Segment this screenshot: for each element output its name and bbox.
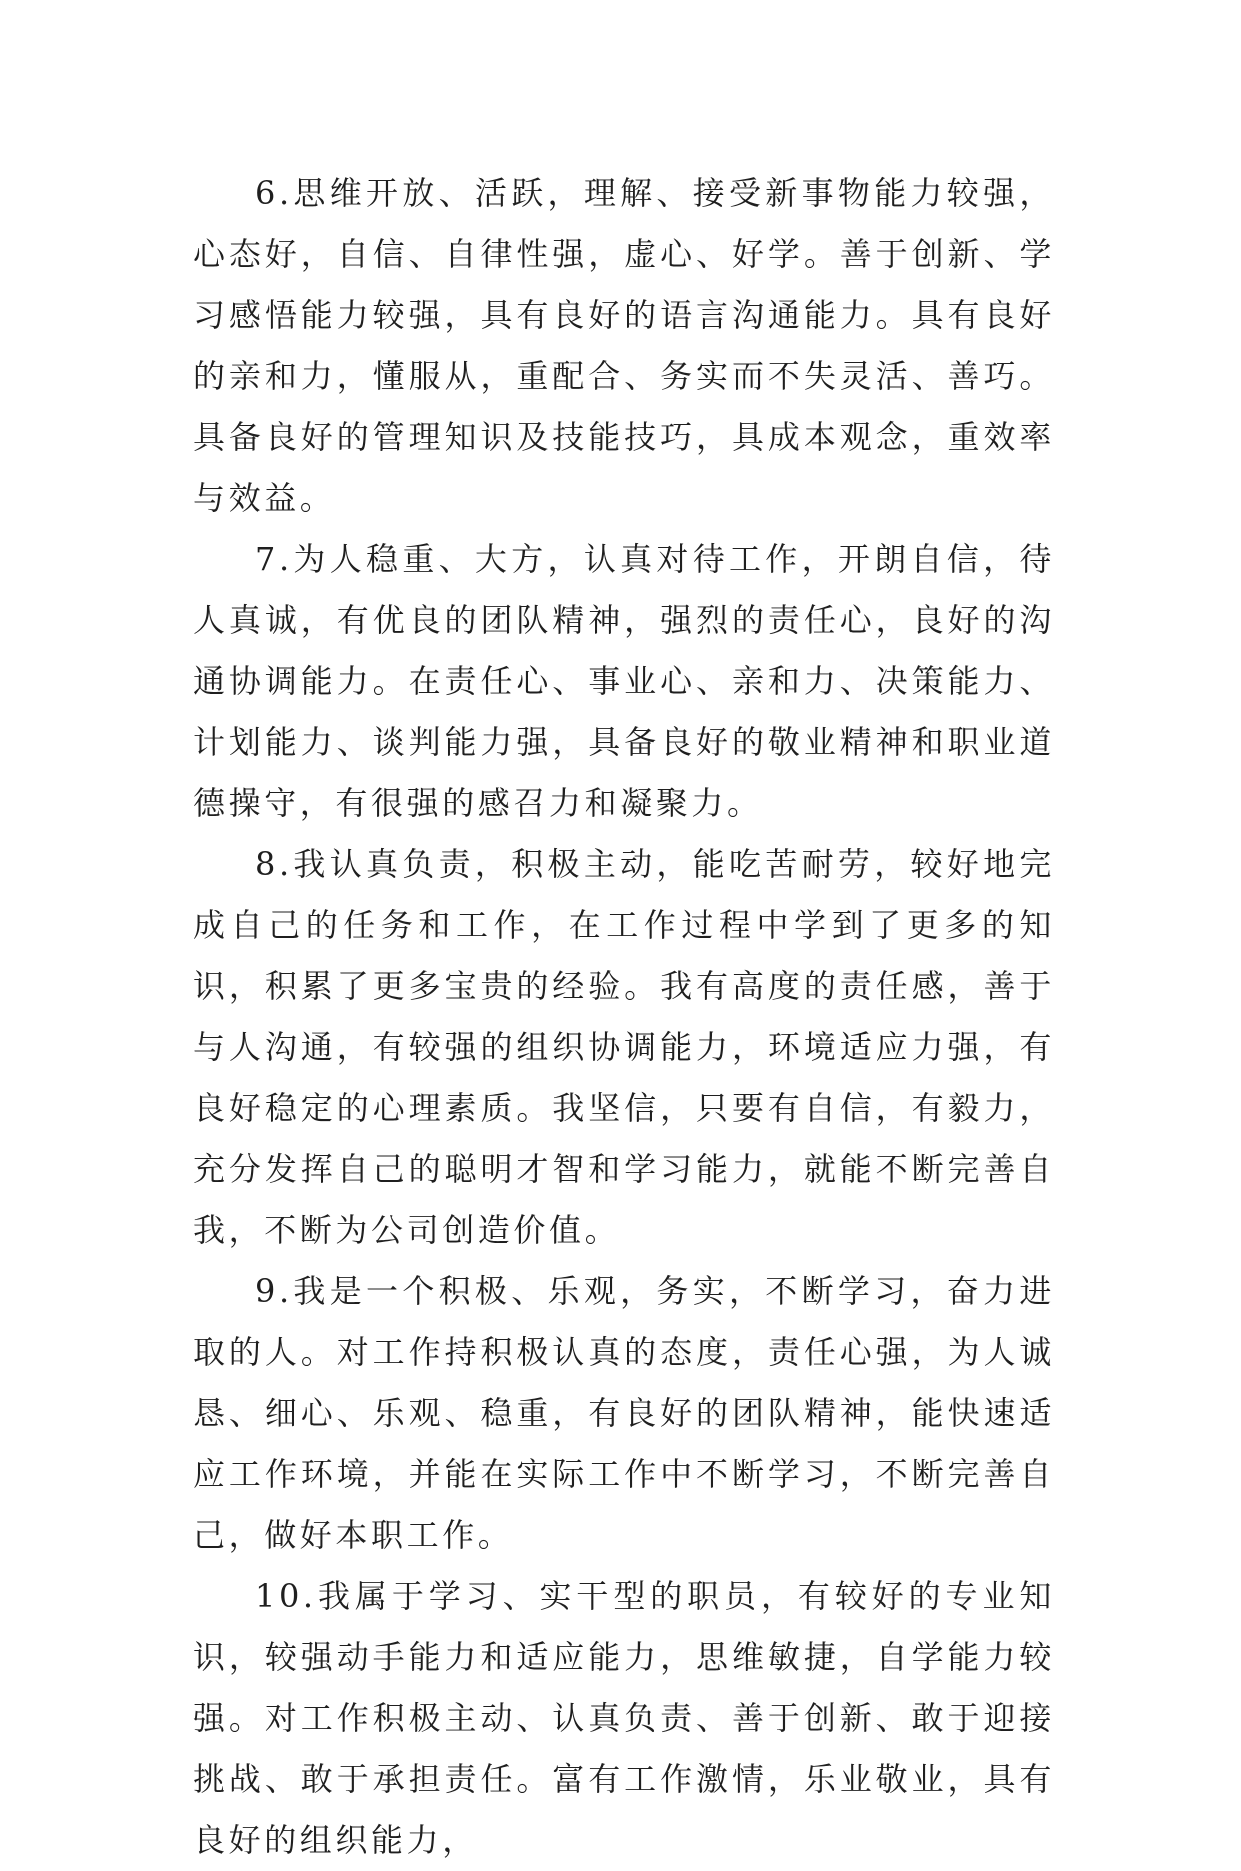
document-body [193, 163, 1055, 1871]
paragraph-9: 9.我是一个积极、乐观，务实，不断学习，奋力进取的人。对工作持积极认真的态度，责任心强，为人诚恳、细心、乐观、稳重，有良好的团队精神，能快速适应工作环境，并能在实际工作中不断学习，不断完善自己，做好本职工作。 [193, 1272, 1055, 1554]
paragraph-7: 7.为人稳重、大方，认真对待工作，开朗自信，待人真诚，有优良的团队精神，强烈的责任心，良好的沟通协调能力。在责任心、事业心、亲和力、决策能力、计划能力、谈判能力强，具备良好的敬业精神和职业道德操守，有很强的感召力和凝聚力。 [193, 540, 1055, 822]
paragraph-8: 8.我认真负责，积极主动，能吃苦耐劳，较好地完成自己的任务和工作，在工作过程中学到了更多的知识，积累了更多宝贵的经验。我有高度的责任感，善于与人沟通，有较强的组织协调能力，环境适应力强，有良好稳定的心理素质。我坚信，只要有自信，有毅力，充分发挥自己的聪明才智和学习能力，就能不断完善自我，不断为公司创造价值。 [193, 845, 1055, 1249]
paragraph-10: 10.我属于学习、实干型的职员，有较好的专业知识，较强动手能力和适应能力，思维敏捷，自学能力较强。对工作积极主动、认真负责、善于创新、敢于迎接挑战、敢于承担责任。富有工作激情，乐业敬业，具有良好的组织能力， [193, 1577, 1055, 1859]
paragraph-6: 6.思维开放、活跃，理解、接受新事物能力较强，心态好，自信、自律性强，虚心、好学。善于创新、学习感悟能力较强，具有良好的语言沟通能力。具有良好的亲和力，懂服从，重配合、务实而不失灵活、善巧。具备良好的管理知识及技能技巧，具成本观念，重效率与效益。 [193, 174, 1055, 517]
